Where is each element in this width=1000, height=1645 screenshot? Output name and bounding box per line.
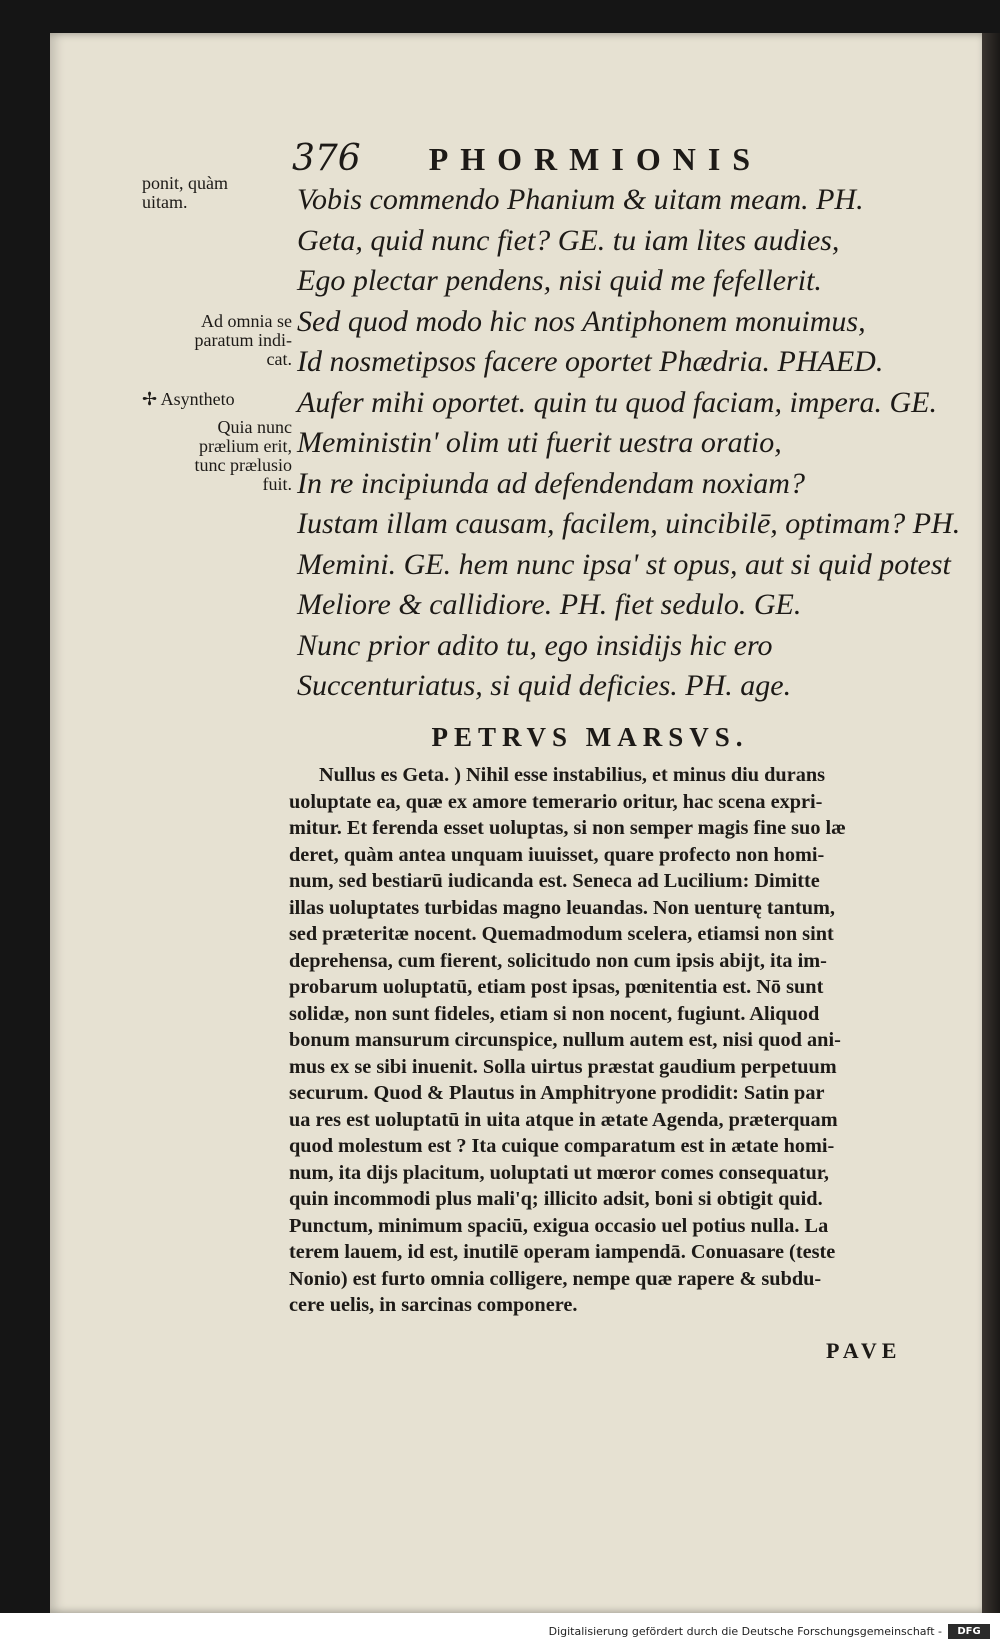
commentary-line: terem lauem, id est, inutilē operam iampendā. Conuasare (teste bbox=[289, 1241, 836, 1263]
commentary-line: sed præteritæ nocent. Quemadmodum scelera, etiamsi non sint bbox=[289, 923, 834, 945]
verse-line: Iustam illam causam, facilem, uincibilē, optimam? PH. bbox=[297, 507, 961, 540]
verse-line: Geta, quid nunc fiet? GE. tu iam lites audies, bbox=[297, 223, 840, 257]
commentary-line: Punctum, minimum spaciū, exigua occasio uel potius nulla. La bbox=[289, 1214, 829, 1237]
commentary-line: deprehensa, cum fierent, solicitudo non cum ipsis abijt, ita im- bbox=[289, 949, 827, 972]
commentary-line: ua res est uoluptatū in uita atque in ætate Agenda, præterquam bbox=[289, 1108, 838, 1131]
commentary-block bbox=[289, 762, 894, 1319]
verse-line: In re incipiunda ad defendendam noxiam? bbox=[297, 466, 805, 500]
verse-line: Memini. GE. hem nunc ipsa' st opus, aut si quid potest bbox=[297, 547, 951, 581]
margin-note: Quia nunc prælium erit, tunc prælusio fuit. bbox=[194, 417, 292, 494]
commentary-line: illas uoluptates turbidas magno leuandas. Non uenturę tantum, bbox=[289, 896, 835, 919]
commentary-line: uoluptate ea, quæ ex amore temerario oritur, hac scena expri- bbox=[289, 790, 823, 813]
running-title: PHORMIONIS bbox=[428, 141, 763, 177]
book-spine-edge bbox=[982, 33, 1000, 1613]
commentary-line: probarum uoluptatū, etiam post ipsas, pœnitentia est. Nō sunt bbox=[289, 976, 824, 998]
verse-line: Sed quod modo hic nos Antiphonem monuimus, bbox=[297, 304, 866, 338]
verse-line: Succenturiatus, si quid deficies. PH. age. bbox=[297, 669, 792, 702]
commentary-line: solidæ, non sunt fideles, etiam si non nocent, fugiunt. Aliquod bbox=[289, 1002, 820, 1025]
commentary-line: num, sed bestiarū iudicanda est. Seneca ad Lucilium: Dimitte bbox=[289, 870, 820, 892]
funding-credit: Digitalisierung gefördert durch die Deutsche Forschungsgemeinschaft - bbox=[548, 1625, 942, 1638]
verse-line: Meliore & callidiore. PH. fiet sedulo. GE. bbox=[297, 588, 802, 621]
footer-strip bbox=[0, 1613, 1000, 1645]
margin-note: Ad omnia se paratum indi- cat. bbox=[194, 311, 292, 369]
margin-note: ✢ Asyntheto bbox=[142, 389, 235, 409]
page-number: 376 bbox=[292, 138, 361, 179]
verse-line: Id nosmetipsos facere oportet Phædria. PHAED. bbox=[297, 345, 884, 378]
commentary-line: securum. Quod & Plautus in Amphitryone prodidit: Satin par bbox=[289, 1082, 825, 1104]
commentary-line: mus ex se sibi inuenit. Solla uirtus præstat gaudium perpetuum bbox=[289, 1055, 837, 1078]
verse-line: Vobis commendo Phanium & uitam meam. PH. bbox=[297, 183, 864, 216]
commentary-line: Nullus es Geta. ) Nihil esse instabilius, et minus diu durans bbox=[319, 764, 826, 786]
commentary-line: num, ita dijs placitum, uoluptati ut mœror comes consequatur, bbox=[289, 1161, 829, 1184]
commentary-line: quod molestum est ? Ita cuique comparatum est in ætate homi- bbox=[289, 1135, 835, 1157]
verse-line: Meministin' olim uti fuerit uestra oratio, bbox=[297, 426, 782, 459]
verse-line: Ego plectar pendens, nisi quid me fefellerit. bbox=[297, 264, 822, 297]
commentary-line: bonum mansurum circunspice, nullum autem est, nisi quod ani- bbox=[289, 1029, 841, 1051]
dfg-logo: DFG bbox=[948, 1624, 990, 1639]
commentary-line: quin incommodi plus mali'q; illicito adsit, boni si obtigit quid. bbox=[289, 1188, 823, 1210]
verse-line: Nunc prior adito tu, ego insidijs hic ero bbox=[297, 628, 773, 662]
commentary-line: cere uelis, in sarcinas componere. bbox=[289, 1294, 578, 1316]
commentary-line: Nonio) est furto omnia colligere, nempe quæ rapere & subdu- bbox=[289, 1267, 822, 1290]
verse-line: Aufer mihi oportet. quin tu quod faciam, impera. GE. bbox=[297, 385, 937, 419]
commentary-line: deret, quàm antea unquam iuuisset, quare profecto non homi- bbox=[289, 843, 825, 866]
margin-note: ponit, quàm uitam. bbox=[142, 173, 228, 212]
catchword: PAVE bbox=[826, 1338, 902, 1363]
verse-block bbox=[297, 180, 961, 707]
section-heading: PETRVS MARSVS. bbox=[431, 722, 749, 752]
commentary-line: mitur. Et ferenda esset uoluptas, si non semper magis fine suo læ bbox=[289, 817, 846, 839]
